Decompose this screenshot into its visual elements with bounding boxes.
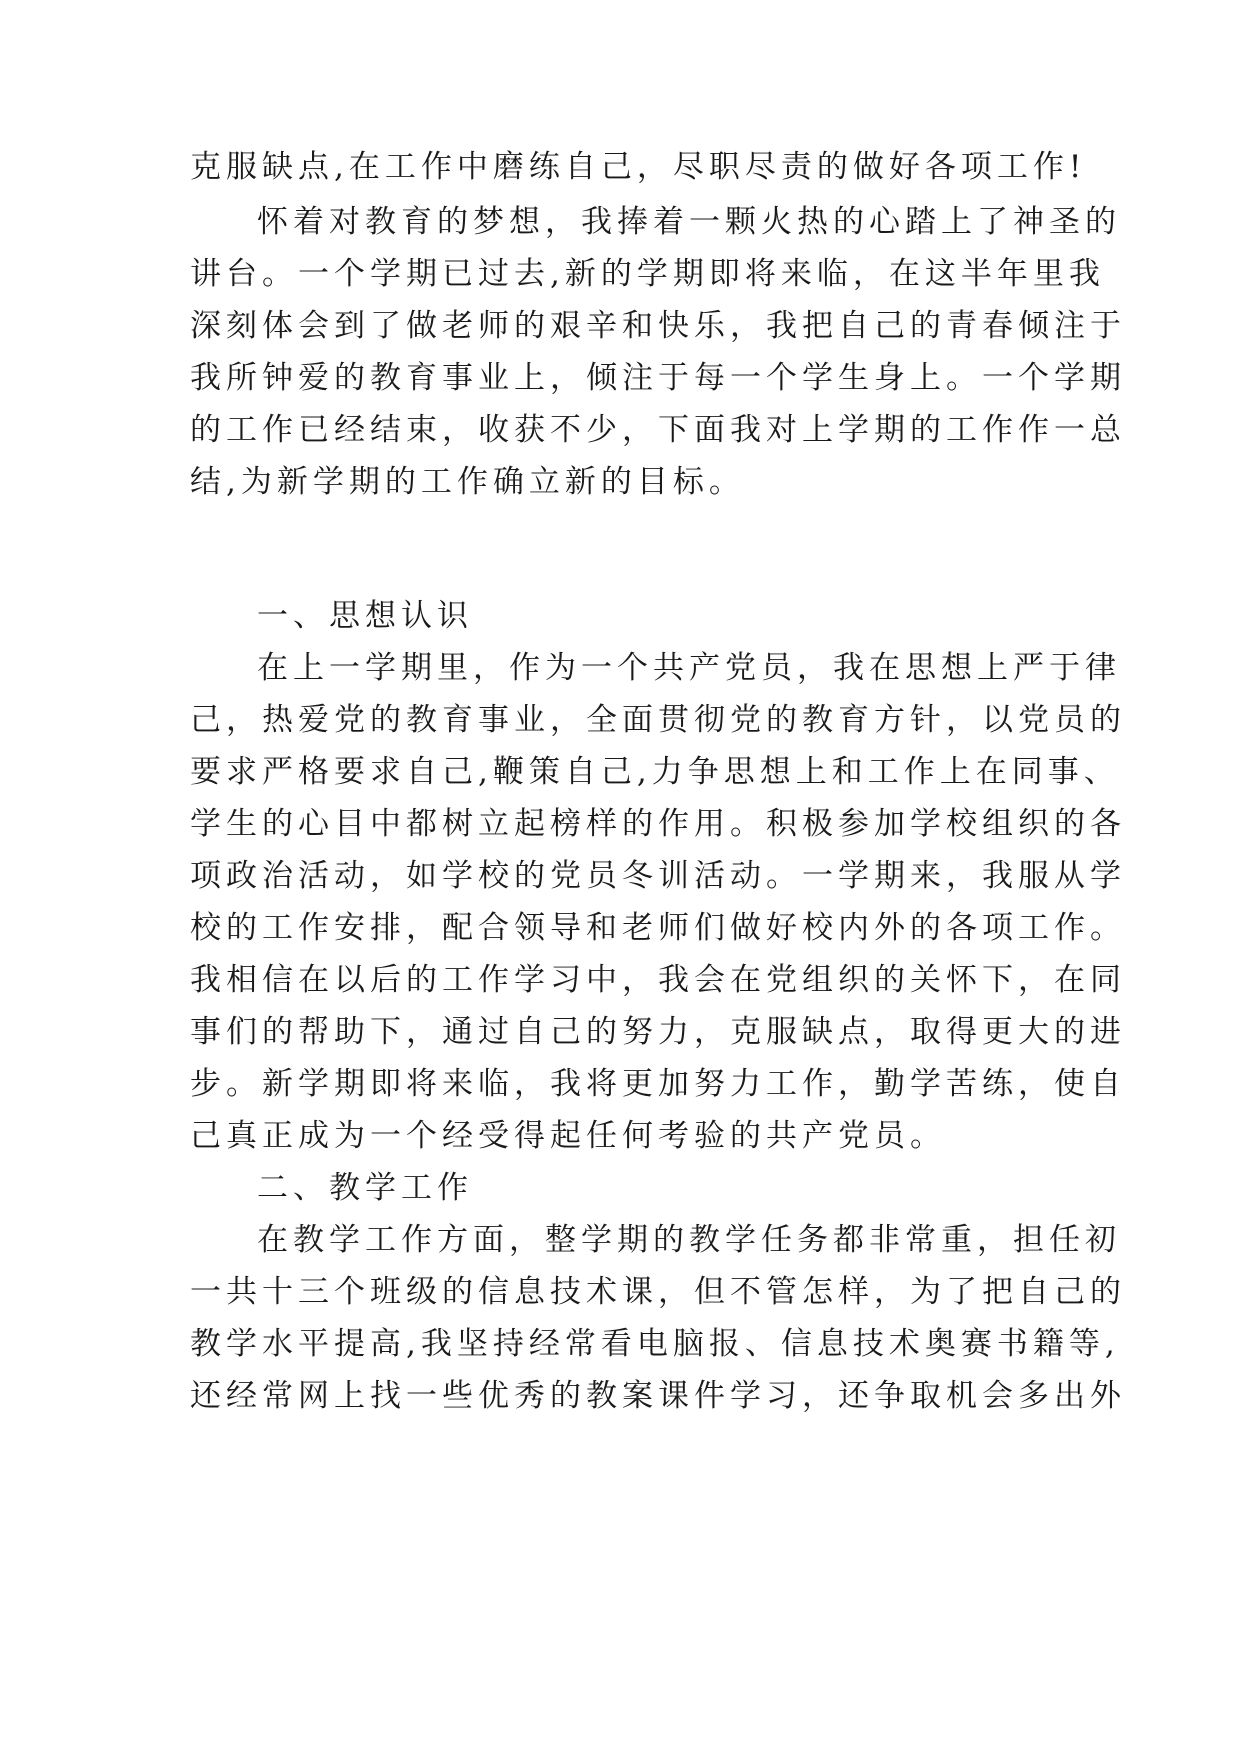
- text-line: 的工作已经结束，收获不少，下面我对上学期的工作作一总: [190, 412, 1126, 448]
- text-line: 讲台。一个学期已过去,新的学期即将来临，在这半年里我: [190, 256, 1105, 292]
- section-heading: 一、思想认识: [257, 598, 473, 634]
- paragraph-first-line: 在教学工作方面，整学期的教学任务都非常重，担任初: [257, 1222, 1121, 1258]
- text-line: 事们的帮助下，通过自己的努力，克服缺点，取得更大的进: [190, 1014, 1126, 1050]
- text-line: 己，热爱党的教育事业，全面贯彻党的教育方针，以党员的: [190, 702, 1126, 738]
- text-line: 我所钟爱的教育事业上，倾注于每一个学生身上。一个学期: [190, 360, 1126, 396]
- text-line: 深刻体会到了做老师的艰辛和快乐，我把自己的青春倾注于: [190, 308, 1126, 344]
- text-line: 步。新学期即将来临，我将更加努力工作，勤学苦练，使自: [190, 1066, 1126, 1102]
- text-line: 教学水平提高,我坚持经常看电脑报、信息技术奥赛书籍等,: [190, 1326, 1120, 1362]
- text-line: 项政治活动，如学校的党员冬训活动。一学期来，我服从学: [190, 858, 1126, 894]
- text-line: 学生的心目中都树立起榜样的作用。积极参加学校组织的各: [190, 806, 1126, 842]
- text-line: 己真正成为一个经受得起任何考验的共产党员。: [190, 1118, 946, 1154]
- text-line: 结,为新学期的工作确立新的目标。: [190, 464, 745, 500]
- text-line: 校的工作安排，配合领导和老师们做好校内外的各项工作。: [190, 910, 1126, 946]
- text-line: 我相信在以后的工作学习中，我会在党组织的关怀下，在同: [190, 962, 1126, 998]
- paragraph-first-line: 在上一学期里，作为一个共产党员，我在思想上严于律: [257, 650, 1121, 686]
- paragraph-first-line: 怀着对教育的梦想，我捧着一颗火热的心踏上了神圣的: [257, 204, 1121, 240]
- text-line: 要求严格要求自己,鞭策自己,力争思想上和工作上在同事、: [190, 754, 1120, 790]
- text-line: 还经常网上找一些优秀的教案课件学习，还争取机会多出外: [190, 1378, 1126, 1414]
- text-line: 克服缺点,在工作中磨练自己，尽职尽责的做好各项工作!: [190, 149, 1087, 185]
- section-heading: 二、教学工作: [257, 1170, 473, 1206]
- text-line: 一共十三个班级的信息技术课，但不管怎样，为了把自己的: [190, 1274, 1126, 1310]
